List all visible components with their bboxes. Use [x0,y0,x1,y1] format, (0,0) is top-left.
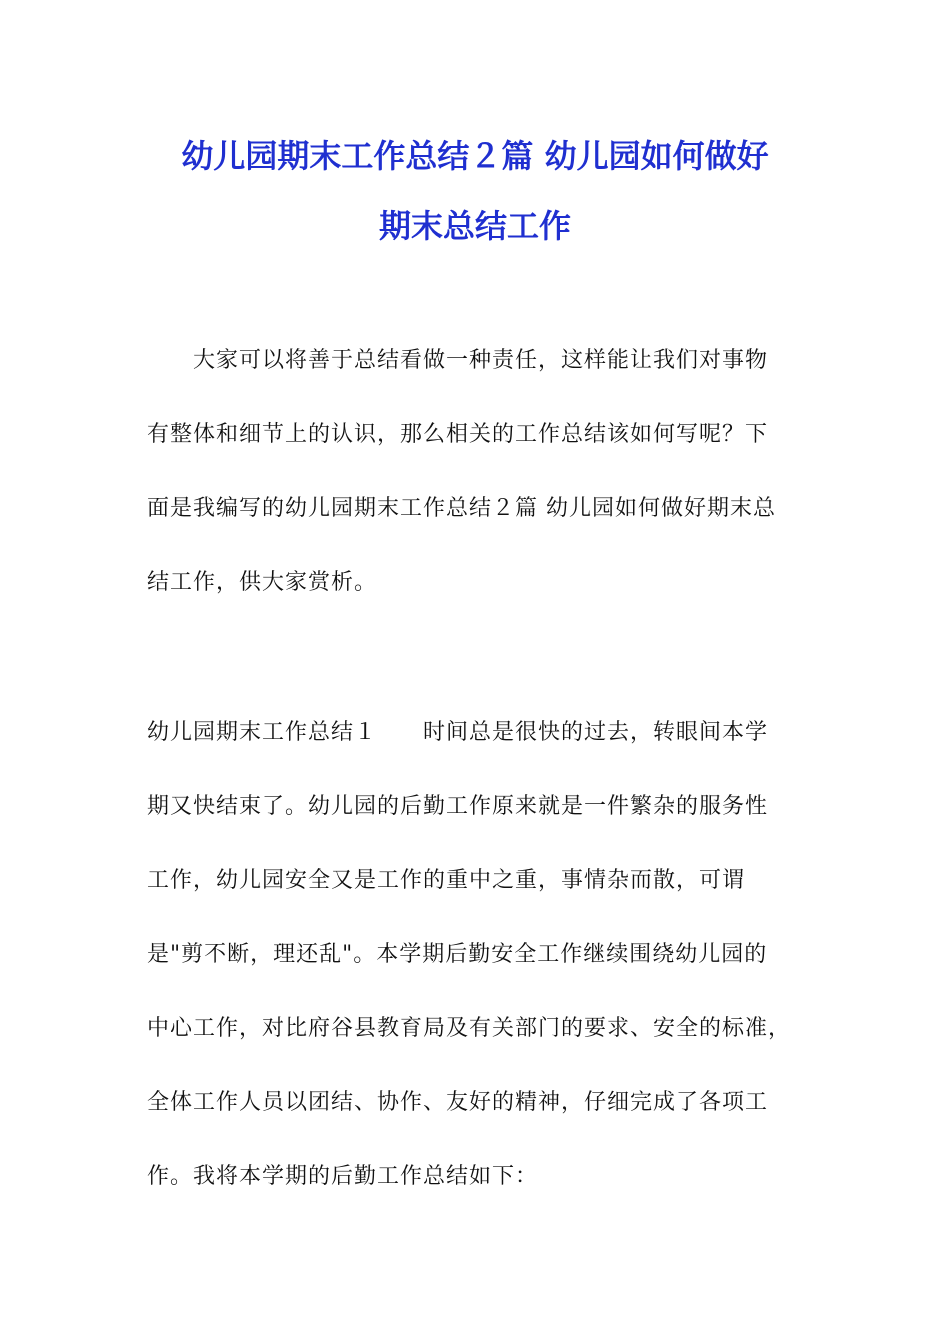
section1-paragraph-line: 全体工作人员以团结、协作、友好的精神，仔细完成了各项工 [147,1090,769,1115]
section1-paragraph-line: 期又快结束了。幼儿园的后勤工作原来就是一件繁杂的服务性 [147,794,769,819]
intro-paragraph-line: 结工作，供大家赏析。 [147,570,378,595]
document-title-line-2: 期末总结工作 [378,207,571,245]
intro-paragraph-line: 大家可以将善于总结看做一种责任，这样能让我们对事物 [193,348,769,373]
section1-paragraph-line: 中心工作，对比府谷县教育局及有关部门的要求、安全的标准， [147,1016,792,1041]
section1-paragraph-line: 工作，幼儿园安全又是工作的重中之重，事情杂而散，可谓 [147,868,746,893]
intro-paragraph-line: 面是我编写的幼儿园期末工作总结２篇 幼儿园如何做好期末总 [147,496,776,521]
section1-paragraph-line: 是"剪不断，理还乱"。本学期后勤安全工作继续围绕幼儿园的 [147,942,768,967]
document-title-line-1: 幼儿园期末工作总结２篇 幼儿园如何做好 [181,137,769,175]
intro-paragraph-line: 有整体和细节上的认识，那么相关的工作总结该如何写呢？下 [147,422,769,447]
section1-paragraph-line: 作。我将本学期的后勤工作总结如下： [147,1164,539,1189]
section1-paragraph-line: 幼儿园期末工作总结１ 时间总是很快的过去，转眼间本学 [147,720,769,745]
